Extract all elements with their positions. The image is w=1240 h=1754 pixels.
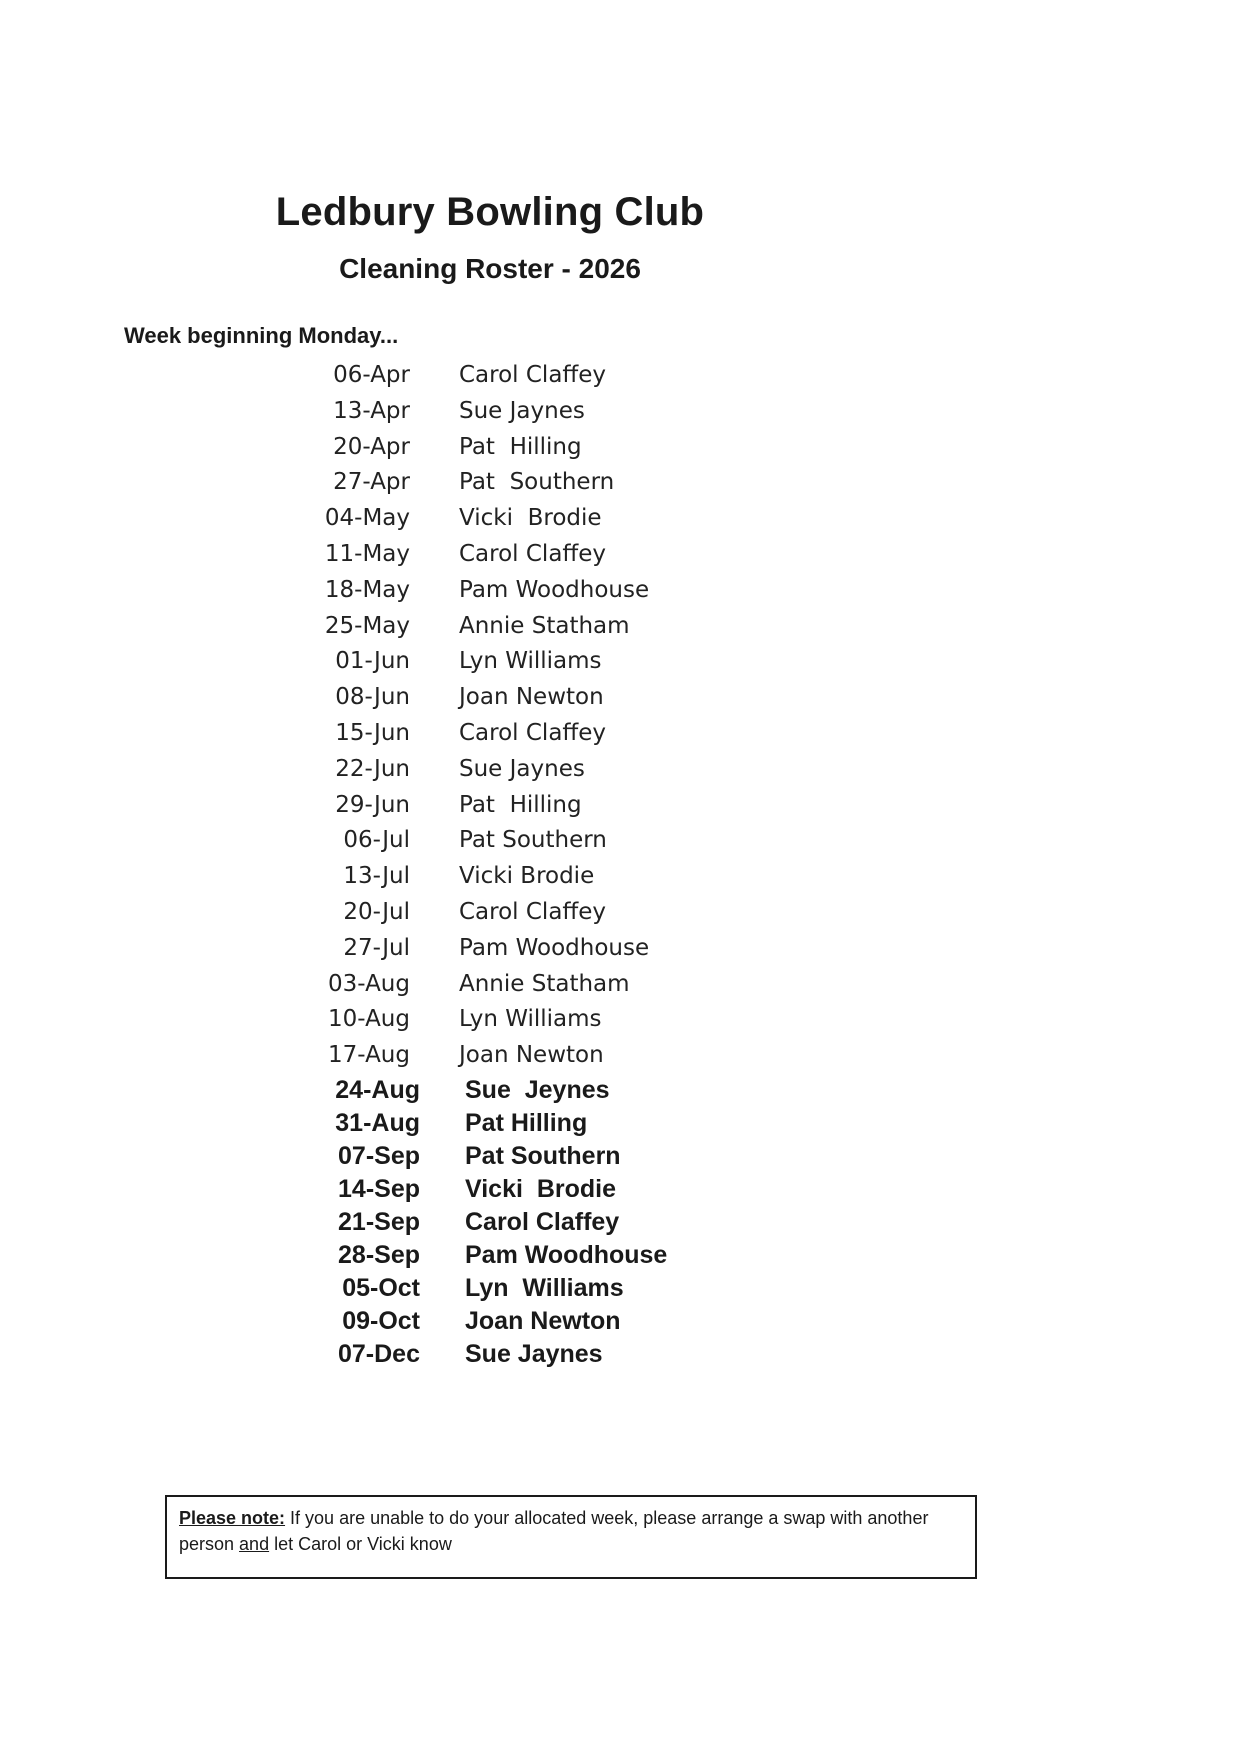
roster-date: 06-Jul <box>343 827 410 854</box>
roster-name: Sue Jaynes <box>465 1339 603 1368</box>
roster-date: 05-Oct <box>342 1273 420 1302</box>
roster-name: Carol Claffey <box>459 362 607 388</box>
roster-row <box>0 823 1240 859</box>
roster-date: 21-Sep <box>338 1207 420 1236</box>
roster-row <box>0 1305 1240 1338</box>
roster-name: Vicki Brodie <box>459 505 602 532</box>
roster-row <box>0 501 1240 537</box>
roster-row <box>0 1338 1240 1371</box>
roster-date: 06-Apr <box>333 362 410 388</box>
roster-date: 22-Jun <box>335 755 410 782</box>
roster-name: Annie Statham <box>459 970 630 997</box>
roster-row <box>0 931 1240 967</box>
roster-name: Joan Newton <box>459 684 604 711</box>
roster-date: 07-Sep <box>338 1141 420 1170</box>
roster-name: Carol Claffey <box>459 719 607 746</box>
roster-name: Lyn Williams <box>459 1006 602 1033</box>
roster-date: 09-Oct <box>342 1306 420 1335</box>
roster-date: 20-Jul <box>343 898 410 925</box>
roster-row <box>0 394 1240 430</box>
roster-subtitle: Cleaning Roster - 2026 <box>339 253 641 284</box>
roster-name: Joan Newton <box>465 1306 621 1335</box>
roster-name: Annie Statham <box>459 612 630 639</box>
roster-date: 14-Sep <box>338 1174 420 1203</box>
roster-row <box>0 680 1240 716</box>
roster-name: Carol Claffey <box>465 1207 620 1236</box>
club-title: Ledbury Bowling Club <box>275 190 705 234</box>
note-underlined-word: and <box>239 1534 270 1554</box>
roster-date: 31-Aug <box>335 1108 420 1137</box>
note-text-part2: let Carol or Vicki know <box>269 1534 452 1554</box>
roster-row <box>0 358 1240 394</box>
roster-row <box>0 1272 1240 1305</box>
roster-date: 13-Jul <box>343 863 410 890</box>
roster-date: 24-Aug <box>335 1075 420 1104</box>
roster-row <box>0 537 1240 573</box>
roster-name: Pat Southern <box>465 1141 621 1170</box>
roster-name: Lyn Williams <box>459 648 602 675</box>
please-note-box <box>165 1495 977 1579</box>
roster-row <box>0 430 1240 466</box>
roster-date: 08-Jun <box>335 684 410 711</box>
roster-name: Pam Woodhouse <box>459 934 650 961</box>
roster-row <box>0 716 1240 752</box>
roster-row <box>0 752 1240 788</box>
roster-row <box>0 573 1240 609</box>
roster-date: 17-Aug <box>328 1042 410 1069</box>
note-text-part1: If you are unable to do your allocated week, please arrange a swap with another person <box>179 1508 929 1554</box>
roster-name: Vicki Brodie <box>459 863 595 890</box>
roster-row <box>0 1140 1240 1173</box>
roster-name: Sue Jeynes <box>465 1075 610 1104</box>
roster-date: 10-Aug <box>328 1006 410 1033</box>
roster-name: Sue Jaynes <box>459 397 585 424</box>
roster-name: Pat Hilling <box>465 1108 588 1137</box>
roster-row <box>0 895 1240 931</box>
roster-name: Carol Claffey <box>459 540 607 567</box>
roster-date: 01-Jun <box>335 648 410 675</box>
roster-row <box>0 465 1240 501</box>
roster-name: Sue Jaynes <box>459 755 585 782</box>
roster-date: 27-Jul <box>343 934 410 961</box>
roster-list <box>0 358 1240 1371</box>
roster-name: Pat Hilling <box>459 433 582 460</box>
roster-date: 11-May <box>324 540 410 567</box>
roster-name: Pat Hilling <box>459 791 582 818</box>
roster-date: 04-May <box>324 505 410 532</box>
roster-row <box>0 644 1240 680</box>
roster-name: Vicki Brodie <box>465 1174 616 1203</box>
roster-row <box>0 1074 1240 1107</box>
roster-name: Pat Southern <box>459 827 607 854</box>
roster-row <box>0 859 1240 895</box>
roster-name: Lyn Williams <box>465 1273 624 1302</box>
roster-date: 25-May <box>324 612 410 639</box>
roster-row <box>0 1107 1240 1140</box>
roster-row <box>0 1173 1240 1206</box>
roster-row <box>0 1002 1240 1038</box>
roster-row <box>0 967 1240 1003</box>
roster-date: 07-Dec <box>338 1339 420 1368</box>
roster-name: Pat Southern <box>459 469 615 496</box>
roster-name: Pam Woodhouse <box>465 1240 668 1269</box>
roster-date: 13-Apr <box>333 397 410 424</box>
roster-row <box>0 788 1240 824</box>
roster-name: Carol Claffey <box>459 898 607 925</box>
roster-date: 28-Sep <box>338 1240 420 1269</box>
roster-date: 29-Jun <box>335 791 410 818</box>
roster-row <box>0 609 1240 645</box>
roster-date: 18-May <box>324 576 410 603</box>
roster-date: 03-Aug <box>328 970 410 997</box>
roster-date: 15-Jun <box>335 719 410 746</box>
roster-row <box>0 1239 1240 1272</box>
roster-row <box>0 1038 1240 1074</box>
roster-name: Joan Newton <box>459 1042 604 1069</box>
roster-date: 27-Apr <box>333 469 410 496</box>
roster-row <box>0 1206 1240 1239</box>
week-beginning-heading: Week beginning Monday... <box>124 323 399 348</box>
roster-name: Pam Woodhouse <box>459 576 650 603</box>
note-label: Please note: <box>179 1508 286 1528</box>
roster-date: 20-Apr <box>333 433 410 460</box>
